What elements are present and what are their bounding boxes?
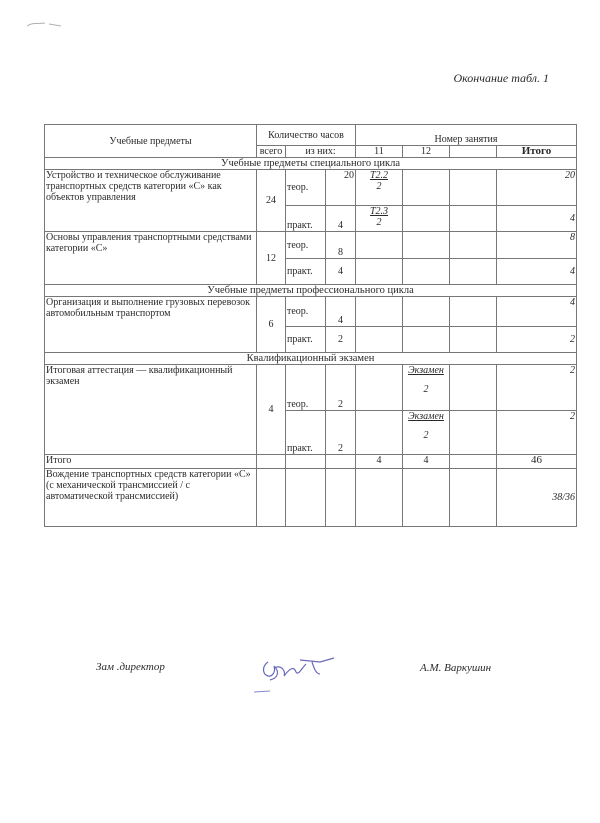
row-exam-theory: 2	[326, 365, 356, 411]
row-control-result-practice: 4	[497, 259, 577, 285]
row-control-practice: 4	[326, 259, 356, 285]
exam-label: Экзамен	[408, 411, 444, 422]
row-device-theory: 20	[326, 170, 356, 206]
signature-name: А.М. Варкушин	[420, 662, 492, 674]
section-exam: Квалификационный экзамен	[45, 353, 577, 365]
row-cargo-theory: 4	[326, 297, 356, 327]
row-exam-theory-label: теор.	[286, 365, 326, 411]
row-exam-total: 4	[257, 365, 286, 455]
row-cargo-total: 6	[257, 297, 286, 353]
handwritten-signature	[250, 650, 340, 700]
header-hours: Количество часов	[257, 125, 356, 146]
header-of-them: из них:	[286, 146, 356, 158]
row-control-theory: 8	[326, 232, 356, 259]
curriculum-table	[44, 124, 576, 532]
row-cargo-name: Организация и выполнение грузовых перевозок автомобильным транспортом	[45, 297, 257, 353]
row-device-lesson11-bottom	[356, 206, 403, 232]
row-exam-practice-label: практ.	[286, 411, 326, 455]
row-device-result-practice: 4	[497, 206, 577, 232]
scan-mark	[25, 18, 65, 30]
row-control-result-theory: 8	[497, 232, 577, 259]
row-total-label: Итого	[45, 455, 257, 469]
header-result: Итого	[497, 146, 577, 158]
row-control-name: Основы управления транспортными средствами категории «С»	[45, 232, 257, 285]
row-total-lesson11: 4	[356, 455, 403, 469]
row-control-practice-label: практ.	[286, 259, 326, 285]
lesson-code: Т2.2	[369, 170, 389, 181]
header-subjects: Учебные предметы	[45, 125, 257, 158]
row-exam-result-practice: 2	[497, 411, 577, 455]
header-lesson-number: Номер занятия	[356, 125, 577, 146]
lesson-hours: 2	[376, 217, 382, 228]
header-lesson-11: 11	[356, 146, 403, 158]
row-device-practice-label: практ.	[286, 206, 326, 232]
row-cargo-practice: 2	[326, 327, 356, 353]
row-cargo-result-theory: 4	[497, 297, 577, 327]
row-exam-practice: 2	[326, 411, 356, 455]
row-cargo-result-practice: 2	[497, 327, 577, 353]
row-cargo-practice-label: практ.	[286, 327, 326, 353]
row-exam-result-theory: 2	[497, 365, 577, 411]
section-professional: Учебные предметы профессионального цикла	[45, 285, 577, 297]
signature-position: Зам .директор	[96, 661, 165, 673]
header-lesson-12: 12	[403, 146, 450, 158]
header-total: всего	[257, 146, 286, 158]
row-device-result-theory: 20	[497, 170, 577, 206]
row-control-theory-label: теор.	[286, 232, 326, 259]
row-total-sum: 46	[497, 455, 577, 469]
row-device-practice: 4	[326, 206, 356, 232]
exam-hours: 2	[423, 430, 429, 441]
table-caption: Окончание табл. 1	[453, 71, 549, 85]
row-control-total: 12	[257, 232, 286, 285]
row-device-lesson11-top	[356, 170, 403, 206]
row-total-lesson12: 4	[403, 455, 450, 469]
row-device-theory-label: теор.	[286, 170, 326, 206]
exam-hours: 2	[423, 384, 429, 395]
lesson-code: Т2.3	[369, 206, 389, 217]
row-exam-name: Итоговая аттестация — квалификационный экзамен	[45, 365, 257, 455]
section-special: Учебные предметы специального цикла	[45, 158, 577, 170]
row-exam-lesson12-top	[403, 365, 450, 411]
row-driving-name: Вождение транспортных средств категории «С» (с механической трансмиссией / с автоматической трансмиссией)	[45, 469, 257, 527]
row-device-name: Устройство и техническое обслуживание транспортных средств категории «С» как объектов управления	[45, 170, 257, 232]
row-device-total: 24	[257, 170, 286, 232]
row-exam-lesson12-bottom	[403, 411, 450, 455]
row-driving-sum: 38/36	[497, 469, 577, 527]
row-cargo-theory-label: теор.	[286, 297, 326, 327]
lesson-hours: 2	[376, 181, 382, 192]
exam-label: Экзамен	[408, 365, 444, 376]
